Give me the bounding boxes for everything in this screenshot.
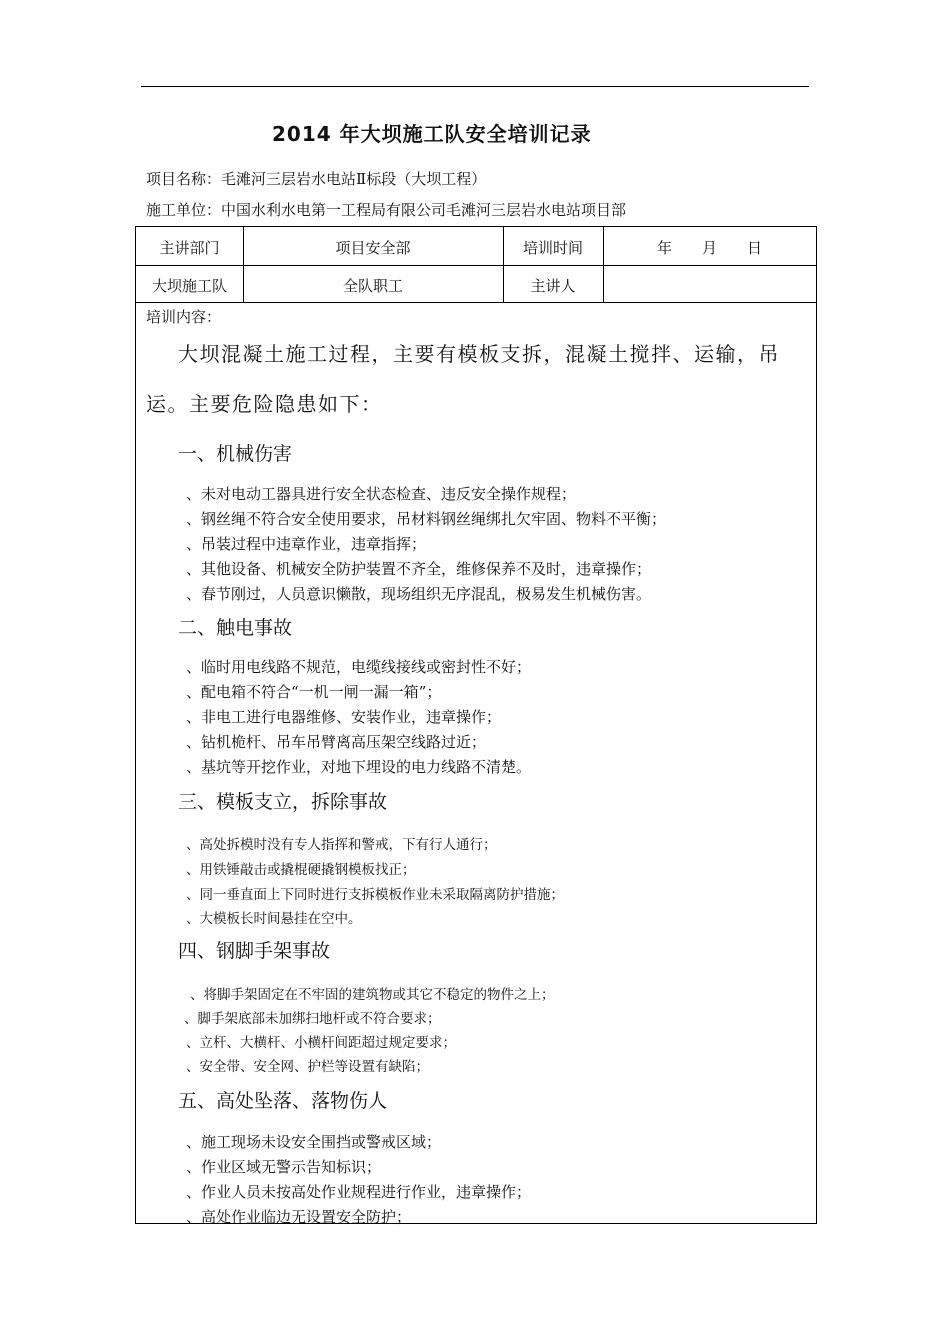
list-item: 、吊装过程中违章作业，违章指挥； xyxy=(186,535,427,553)
list-item: 、立杆、大横杆、小横杆间距超过规定要求； xyxy=(186,1035,456,1051)
list-item: 、其他设备、机械安全防护装置不齐全，维修保养不及时，违章操作； xyxy=(186,560,652,578)
training-time-label-cell: 培训时间 xyxy=(522,239,583,257)
list-item: 、同一垂直面上下同时进行支拆模板作业未采取隔离防护措施； xyxy=(186,887,564,903)
team-cell: 大坝施工队 xyxy=(151,277,227,295)
list-item: 、春节刚过，人员意识懒散，现场组织无序混乱，极易发生机械伤害。 xyxy=(186,585,652,603)
list-item: 、非电工进行电器维修、安装作业，违章操作； xyxy=(186,708,502,726)
audience-cell: 全队职工 xyxy=(342,277,403,295)
top-rule xyxy=(141,86,809,87)
list-item: 、高处拆模时没有专人指挥和警戒，下有行人通行； xyxy=(186,837,497,853)
list-item: 、作业区域无警示告知标识； xyxy=(186,1158,382,1176)
list-item: 、基坑等开挖作业，对地下埋设的电力线路不清楚。 xyxy=(186,758,532,776)
section-heading: 二、触电事故 xyxy=(178,617,293,639)
list-item: 、作业人员未按高处作业规程进行作业，违章操作； xyxy=(186,1183,532,1201)
dept-label-cell: 主讲部门 xyxy=(159,239,220,257)
list-item: 、未对电动工器具进行安全状态检查、违反安全操作规程； xyxy=(186,485,577,503)
row-divider-1 xyxy=(136,265,816,266)
section-heading: 五、高处坠落、落物伤人 xyxy=(178,1090,388,1112)
list-item: 、高处作业临边无设置安全防护； xyxy=(186,1208,412,1226)
content-label: 培训内容： xyxy=(146,308,222,326)
project-name-line: 项目名称：毛滩河三层岩水电站Ⅱ标段（大坝工程） xyxy=(146,170,487,188)
list-item: 、脚手架底部未加绑扫地杆或不符合要求； xyxy=(184,1011,441,1027)
training-time-value-cell: 年 月 日 xyxy=(656,239,762,257)
list-item: 、临时用电线路不规范，电缆线接线或密封性不好； xyxy=(186,658,532,676)
list-item: 、钻机桅杆、吊车吊臂离高压架空线路过近； xyxy=(186,733,487,751)
intro-line-2: 运。主要危险隐患如下： xyxy=(146,392,383,416)
section-heading: 三、模板支立，拆除事故 xyxy=(178,791,388,813)
training-record-table xyxy=(135,226,817,1224)
list-item: 、将脚手架固定在不牢固的建筑物或其它不稳定的物件之上； xyxy=(190,987,555,1003)
list-item: 、用铁锤敲击或撬棍硬撬钢模板找正； xyxy=(186,862,416,878)
row-divider-2 xyxy=(136,302,816,303)
list-item: 、施工现场未设安全围挡或警戒区域； xyxy=(186,1133,442,1151)
dept-value-cell: 项目安全部 xyxy=(335,239,411,257)
document-title: 2014 年大坝施工队安全培训记录 xyxy=(272,122,592,146)
section-heading: 四、钢脚手架事故 xyxy=(178,940,331,962)
list-item: 、大模板长时间悬挂在空中。 xyxy=(186,911,362,927)
list-item: 、安全带、安全网、护栏等设置有缺陷； xyxy=(186,1059,429,1075)
intro-line-1: 大坝混凝土施工过程，主要有模板支拆，混凝土搅拌、运输，吊 xyxy=(178,342,780,366)
speaker-label-cell: 主讲人 xyxy=(530,277,576,295)
list-item: 、配电箱不符合“一机一闸一漏一箱”； xyxy=(186,683,442,701)
contractor-line: 施工单位：中国水利水电第一工程局有限公司毛滩河三层岩水电站项目部 xyxy=(146,201,627,219)
list-item: 、钢丝绳不符合安全使用要求，吊材料钢丝绳绑扎欠牢固、物料不平衡； xyxy=(186,510,667,528)
section-heading: 一、机械伤害 xyxy=(178,443,293,465)
